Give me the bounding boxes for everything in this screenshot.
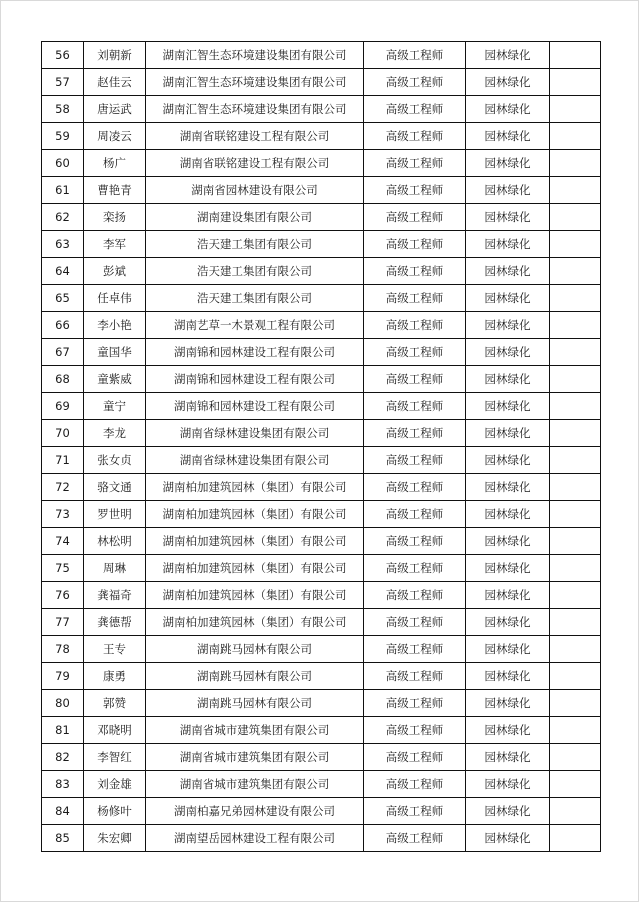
person-name: 杨修叶 — [84, 798, 146, 825]
remark — [550, 528, 601, 555]
table-row — [42, 717, 601, 744]
person-name: 康勇 — [84, 663, 146, 690]
table-row — [42, 69, 601, 96]
row-number: 66 — [42, 312, 84, 339]
company-name: 湖南省联铭建设工程有限公司 — [146, 150, 364, 177]
remark — [550, 393, 601, 420]
remark — [550, 69, 601, 96]
table-row — [42, 744, 601, 771]
remark — [550, 663, 601, 690]
table-row — [42, 447, 601, 474]
company-name: 湖南锦和园林建设工程有限公司 — [146, 393, 364, 420]
job-title: 高级工程师 — [364, 96, 466, 123]
job-title: 高级工程师 — [364, 447, 466, 474]
company-name: 湖南艺草一木景观工程有限公司 — [146, 312, 364, 339]
specialty: 园林绿化 — [466, 258, 550, 285]
row-number: 85 — [42, 825, 84, 852]
specialty: 园林绿化 — [466, 744, 550, 771]
person-name: 龚福奇 — [84, 582, 146, 609]
remark — [550, 582, 601, 609]
specialty: 园林绿化 — [466, 798, 550, 825]
person-name: 林松明 — [84, 528, 146, 555]
job-title: 高级工程师 — [364, 204, 466, 231]
remark — [550, 420, 601, 447]
row-number: 68 — [42, 366, 84, 393]
remark — [550, 474, 601, 501]
row-number: 60 — [42, 150, 84, 177]
specialty: 园林绿化 — [466, 528, 550, 555]
job-title: 高级工程师 — [364, 258, 466, 285]
job-title: 高级工程师 — [364, 582, 466, 609]
remark — [550, 204, 601, 231]
row-number: 84 — [42, 798, 84, 825]
row-number: 59 — [42, 123, 84, 150]
person-name: 罗世明 — [84, 501, 146, 528]
person-name: 张女贞 — [84, 447, 146, 474]
person-name: 李智红 — [84, 744, 146, 771]
row-number: 73 — [42, 501, 84, 528]
company-name: 湖南省绿林建设集团有限公司 — [146, 447, 364, 474]
company-name: 湖南锦和园林建设工程有限公司 — [146, 339, 364, 366]
company-name: 湖南柏加建筑园林（集团）有限公司 — [146, 501, 364, 528]
company-name: 湖南省园林建设有限公司 — [146, 177, 364, 204]
specialty: 园林绿化 — [466, 663, 550, 690]
table-row — [42, 204, 601, 231]
table-row — [42, 312, 601, 339]
table-row — [42, 798, 601, 825]
remark — [550, 312, 601, 339]
company-name: 湖南柏加建筑园林（集团）有限公司 — [146, 474, 364, 501]
row-number: 75 — [42, 555, 84, 582]
company-name: 湖南柏加建筑园林（集团）有限公司 — [146, 582, 364, 609]
row-number: 77 — [42, 609, 84, 636]
row-number: 79 — [42, 663, 84, 690]
row-number: 81 — [42, 717, 84, 744]
job-title: 高级工程师 — [364, 609, 466, 636]
person-name: 李小艳 — [84, 312, 146, 339]
person-name: 任卓伟 — [84, 285, 146, 312]
company-name: 湖南跳马园林有限公司 — [146, 663, 364, 690]
company-name: 湖南跳马园林有限公司 — [146, 690, 364, 717]
table-row — [42, 366, 601, 393]
table-row — [42, 231, 601, 258]
job-title: 高级工程师 — [364, 555, 466, 582]
row-number: 61 — [42, 177, 84, 204]
remark — [550, 96, 601, 123]
person-name: 童国华 — [84, 339, 146, 366]
remark — [550, 798, 601, 825]
person-name: 朱宏卿 — [84, 825, 146, 852]
specialty: 园林绿化 — [466, 366, 550, 393]
specialty: 园林绿化 — [466, 636, 550, 663]
person-name: 刘金雄 — [84, 771, 146, 798]
remark — [550, 501, 601, 528]
specialty: 园林绿化 — [466, 420, 550, 447]
row-number: 80 — [42, 690, 84, 717]
table-row — [42, 636, 601, 663]
company-name: 浩天建工集团有限公司 — [146, 231, 364, 258]
table-row — [42, 501, 601, 528]
job-title: 高级工程师 — [364, 42, 466, 69]
person-name: 刘朝新 — [84, 42, 146, 69]
company-name: 湖南柏加建筑园林（集团）有限公司 — [146, 555, 364, 582]
person-name: 唐运武 — [84, 96, 146, 123]
job-title: 高级工程师 — [364, 744, 466, 771]
remark — [550, 285, 601, 312]
table-row — [42, 393, 601, 420]
specialty: 园林绿化 — [466, 123, 550, 150]
job-title: 高级工程师 — [364, 717, 466, 744]
remark — [550, 690, 601, 717]
remark — [550, 366, 601, 393]
person-name: 邓晓明 — [84, 717, 146, 744]
table-row — [42, 150, 601, 177]
table-row — [42, 690, 601, 717]
job-title: 高级工程师 — [364, 285, 466, 312]
specialty: 园林绿化 — [466, 609, 550, 636]
remark — [550, 636, 601, 663]
specialty: 园林绿化 — [466, 285, 550, 312]
remark — [550, 258, 601, 285]
row-number: 65 — [42, 285, 84, 312]
table-row — [42, 123, 601, 150]
table-row — [42, 609, 601, 636]
company-name: 湖南柏嘉兄弟园林建设有限公司 — [146, 798, 364, 825]
specialty: 园林绿化 — [466, 447, 550, 474]
company-name: 湖南建设集团有限公司 — [146, 204, 364, 231]
job-title: 高级工程师 — [364, 339, 466, 366]
person-name: 栾扬 — [84, 204, 146, 231]
job-title: 高级工程师 — [364, 420, 466, 447]
person-name: 周琳 — [84, 555, 146, 582]
job-title: 高级工程师 — [364, 825, 466, 852]
specialty: 园林绿化 — [466, 42, 550, 69]
person-name: 赵佳云 — [84, 69, 146, 96]
row-number: 70 — [42, 420, 84, 447]
specialty: 园林绿化 — [466, 771, 550, 798]
row-number: 64 — [42, 258, 84, 285]
table-row — [42, 528, 601, 555]
row-number: 83 — [42, 771, 84, 798]
specialty: 园林绿化 — [466, 825, 550, 852]
remark — [550, 825, 601, 852]
specialty: 园林绿化 — [466, 717, 550, 744]
company-name: 湖南汇智生态环境建设集团有限公司 — [146, 96, 364, 123]
specialty: 园林绿化 — [466, 555, 550, 582]
job-title: 高级工程师 — [364, 231, 466, 258]
specialty: 园林绿化 — [466, 393, 550, 420]
job-title: 高级工程师 — [364, 312, 466, 339]
person-name: 童宁 — [84, 393, 146, 420]
table-row — [42, 825, 601, 852]
table-row — [42, 663, 601, 690]
company-name: 湖南省联铭建设工程有限公司 — [146, 123, 364, 150]
specialty: 园林绿化 — [466, 177, 550, 204]
specialty: 园林绿化 — [466, 339, 550, 366]
row-number: 58 — [42, 96, 84, 123]
remark — [550, 123, 601, 150]
table-row — [42, 474, 601, 501]
company-name: 湖南汇智生态环境建设集团有限公司 — [146, 42, 364, 69]
table-row — [42, 555, 601, 582]
company-name: 湖南省绿林建设集团有限公司 — [146, 420, 364, 447]
job-title: 高级工程师 — [364, 771, 466, 798]
company-name: 湖南省城市建筑集团有限公司 — [146, 744, 364, 771]
row-number: 74 — [42, 528, 84, 555]
person-name: 龚德帮 — [84, 609, 146, 636]
job-title: 高级工程师 — [364, 366, 466, 393]
job-title: 高级工程师 — [364, 636, 466, 663]
specialty: 园林绿化 — [466, 96, 550, 123]
row-number: 82 — [42, 744, 84, 771]
company-name: 浩天建工集团有限公司 — [146, 258, 364, 285]
table-row — [42, 771, 601, 798]
job-title: 高级工程师 — [364, 177, 466, 204]
company-name: 湖南汇智生态环境建设集团有限公司 — [146, 69, 364, 96]
roster-body — [42, 42, 601, 852]
person-name: 童紫威 — [84, 366, 146, 393]
remark — [550, 447, 601, 474]
row-number: 56 — [42, 42, 84, 69]
specialty: 园林绿化 — [466, 312, 550, 339]
roster-table — [41, 41, 601, 852]
job-title: 高级工程师 — [364, 798, 466, 825]
person-name: 曹艳青 — [84, 177, 146, 204]
table-row — [42, 339, 601, 366]
remark — [550, 771, 601, 798]
row-number: 63 — [42, 231, 84, 258]
person-name: 彭斌 — [84, 258, 146, 285]
company-name: 浩天建工集团有限公司 — [146, 285, 364, 312]
specialty: 园林绿化 — [466, 69, 550, 96]
row-number: 76 — [42, 582, 84, 609]
remark — [550, 555, 601, 582]
company-name: 湖南跳马园林有限公司 — [146, 636, 364, 663]
table-row — [42, 177, 601, 204]
remark — [550, 717, 601, 744]
company-name: 湖南望岳园林建设工程有限公司 — [146, 825, 364, 852]
row-number: 62 — [42, 204, 84, 231]
job-title: 高级工程师 — [364, 150, 466, 177]
table-row — [42, 582, 601, 609]
row-number: 69 — [42, 393, 84, 420]
remark — [550, 42, 601, 69]
job-title: 高级工程师 — [364, 528, 466, 555]
specialty: 园林绿化 — [466, 204, 550, 231]
person-name: 郭赞 — [84, 690, 146, 717]
job-title: 高级工程师 — [364, 501, 466, 528]
specialty: 园林绿化 — [466, 690, 550, 717]
table-row — [42, 42, 601, 69]
specialty: 园林绿化 — [466, 474, 550, 501]
remark — [550, 744, 601, 771]
table-row — [42, 96, 601, 123]
person-name: 杨广 — [84, 150, 146, 177]
remark — [550, 150, 601, 177]
remark — [550, 231, 601, 258]
company-name: 湖南柏加建筑园林（集团）有限公司 — [146, 528, 364, 555]
specialty: 园林绿化 — [466, 150, 550, 177]
person-name: 王专 — [84, 636, 146, 663]
job-title: 高级工程师 — [364, 393, 466, 420]
job-title: 高级工程师 — [364, 474, 466, 501]
job-title: 高级工程师 — [364, 123, 466, 150]
remark — [550, 177, 601, 204]
specialty: 园林绿化 — [466, 231, 550, 258]
person-name: 李龙 — [84, 420, 146, 447]
row-number: 78 — [42, 636, 84, 663]
person-name: 李军 — [84, 231, 146, 258]
person-name: 骆文通 — [84, 474, 146, 501]
specialty: 园林绿化 — [466, 582, 550, 609]
table-row — [42, 285, 601, 312]
job-title: 高级工程师 — [364, 663, 466, 690]
company-name: 湖南省城市建筑集团有限公司 — [146, 717, 364, 744]
job-title: 高级工程师 — [364, 69, 466, 96]
company-name: 湖南柏加建筑园林（集团）有限公司 — [146, 609, 364, 636]
company-name: 湖南锦和园林建设工程有限公司 — [146, 366, 364, 393]
row-number: 72 — [42, 474, 84, 501]
row-number: 71 — [42, 447, 84, 474]
row-number: 67 — [42, 339, 84, 366]
row-number: 57 — [42, 69, 84, 96]
table-row — [42, 258, 601, 285]
person-name: 周凌云 — [84, 123, 146, 150]
specialty: 园林绿化 — [466, 501, 550, 528]
job-title: 高级工程师 — [364, 690, 466, 717]
remark — [550, 339, 601, 366]
table-row — [42, 420, 601, 447]
company-name: 湖南省城市建筑集团有限公司 — [146, 771, 364, 798]
remark — [550, 609, 601, 636]
